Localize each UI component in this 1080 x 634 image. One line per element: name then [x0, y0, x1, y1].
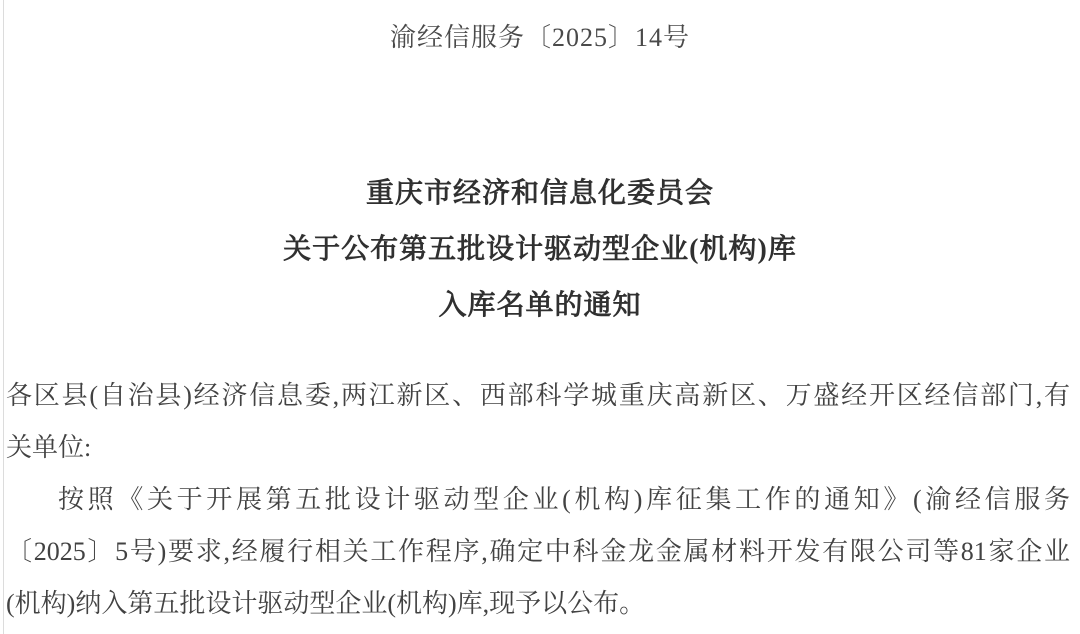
body-line-announcement-1: 按照《关于开展第五批设计驱动型企业(机构)库征集工作的通知》(渝经信服务 — [58, 485, 1070, 514]
body-line-recipients-1: 各区县(自治县)经济信息委,两江新区、西部科学城重庆高新区、万盛经开区经信部门,有 — [6, 381, 1070, 410]
body-line-announcement-3: (机构)纳入第五批设计驱动型企业(机构)库,现予以公布。 — [6, 589, 646, 618]
body-line-announcement-2: 〔2025〕5号)要求,经履行相关工作程序,确定中科金龙金属材料开发有限公司等81家企业 — [6, 537, 1070, 566]
title-line-1: 重庆市经济和信息化委员会 — [365, 178, 714, 209]
doc-number: 渝经信服务〔2025〕14号 — [389, 23, 690, 52]
document-title — [0, 166, 1080, 334]
title-line-3: 入库名单的通知 — [438, 290, 642, 321]
body-line-recipients-2: 关单位: — [6, 433, 92, 462]
document-body — [0, 370, 1080, 630]
title-line-2: 关于公布第五批设计驱动型企业(机构)库 — [283, 234, 797, 265]
